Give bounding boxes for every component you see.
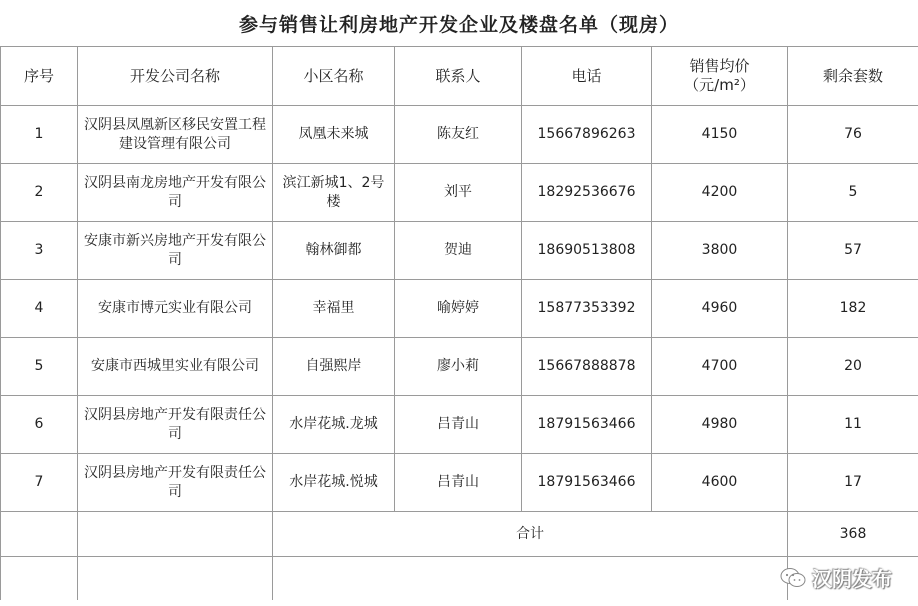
contact-person: 喻婷婷 [395, 280, 522, 338]
average-price: 4980 [652, 396, 788, 454]
company-name: 汉阴县凤凰新区移民安置工程建设管理有限公司 [78, 106, 273, 164]
project-name: 凤凰未来城 [273, 106, 395, 164]
company-name: 安康市西城里实业有限公司 [78, 338, 273, 396]
row-number: 2 [1, 164, 78, 222]
blank-cell [78, 557, 273, 601]
contact-person: 刘平 [395, 164, 522, 222]
blank-cell [273, 557, 788, 601]
company-name: 安康市博元实业有限公司 [78, 280, 273, 338]
document-title: 参与销售让利房地产开发企业及楼盘名单（现房） [238, 13, 679, 36]
total-row [1, 512, 918, 557]
row-number: 7 [1, 454, 78, 512]
header-cell: 销售均价（元/m²） [652, 47, 788, 106]
table-row [1, 454, 918, 512]
remaining-units: 57 [788, 222, 918, 280]
table-header-row [1, 47, 918, 106]
remaining-units: 11 [788, 396, 918, 454]
total-empty-cell [78, 512, 273, 557]
contact-person: 贺迪 [395, 222, 522, 280]
total-empty-cell [1, 512, 78, 557]
table-row [1, 222, 918, 280]
developer-table [0, 46, 918, 600]
header-cell: 开发公司名称 [78, 47, 273, 106]
project-name: 水岸花城.悦城 [273, 454, 395, 512]
table-row [1, 396, 918, 454]
row-number: 3 [1, 222, 78, 280]
remaining-units: 20 [788, 338, 918, 396]
phone-number: 15667888878 [522, 338, 652, 396]
average-price: 4200 [652, 164, 788, 222]
phone-number: 18791563466 [522, 396, 652, 454]
project-name: 水岸花城.龙城 [273, 396, 395, 454]
average-price: 4600 [652, 454, 788, 512]
project-name: 翰林御都 [273, 222, 395, 280]
average-price: 4960 [652, 280, 788, 338]
header-cell: 小区名称 [273, 47, 395, 106]
total-units: 368 [788, 512, 918, 557]
header-cell: 序号 [1, 47, 78, 106]
row-number: 6 [1, 396, 78, 454]
remaining-units: 17 [788, 454, 918, 512]
phone-number: 15667896263 [522, 106, 652, 164]
table-row [1, 338, 918, 396]
phone-number: 18292536676 [522, 164, 652, 222]
phone-number: 18791563466 [522, 454, 652, 512]
project-name: 滨江新城1、2号楼 [273, 164, 395, 222]
remaining-units: 5 [788, 164, 918, 222]
company-name: 安康市新兴房地产开发有限公司 [78, 222, 273, 280]
company-name: 汉阴县房地产开发有限责任公司 [78, 396, 273, 454]
average-price: 4700 [652, 338, 788, 396]
average-price: 3800 [652, 222, 788, 280]
header-cell: 联系人 [395, 47, 522, 106]
table-row [1, 280, 918, 338]
remaining-units: 182 [788, 280, 918, 338]
header-cell: 剩余套数 [788, 47, 918, 106]
contact-person: 廖小莉 [395, 338, 522, 396]
average-price: 4150 [652, 106, 788, 164]
watermark [780, 563, 892, 592]
contact-person: 吕青山 [395, 396, 522, 454]
row-number: 4 [1, 280, 78, 338]
row-number: 1 [1, 106, 78, 164]
company-name: 汉阴县南龙房地产开发有限公司 [78, 164, 273, 222]
table-row [1, 106, 918, 164]
remaining-units: 76 [788, 106, 918, 164]
project-name: 自强熙岸 [273, 338, 395, 396]
phone-number: 18690513808 [522, 222, 652, 280]
blank-cell [1, 557, 78, 601]
table-row [1, 164, 918, 222]
company-name: 汉阴县房地产开发有限责任公司 [78, 454, 273, 512]
total-label: 合计 [273, 512, 788, 557]
project-name: 幸福里 [273, 280, 395, 338]
wechat-icon [780, 567, 806, 589]
contact-person: 吕青山 [395, 454, 522, 512]
phone-number: 15877353392 [522, 280, 652, 338]
header-cell: 电话 [522, 47, 652, 106]
watermark-text: 汉阴发布 [812, 567, 892, 591]
row-number: 5 [1, 338, 78, 396]
contact-person: 陈友红 [395, 106, 522, 164]
